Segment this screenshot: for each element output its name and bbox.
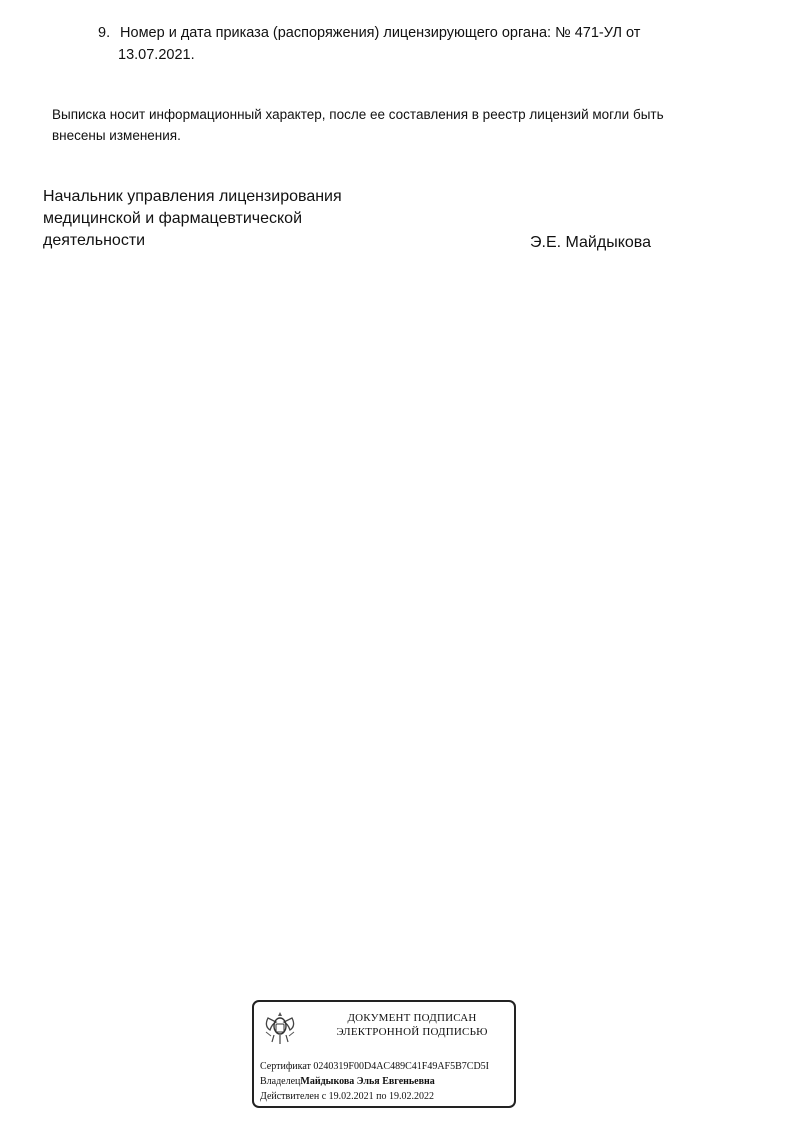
validity-line: Действителен с 19.02.2021 по 19.02.2022 (260, 1091, 434, 1102)
order-item-line1 (98, 22, 698, 44)
order-item (98, 22, 698, 66)
info-notice-line2: внесены изменения. (52, 128, 181, 143)
stamp-details (260, 1059, 489, 1104)
signer-position-line1: Начальник управления лицензирования (43, 188, 342, 205)
owner-label: Владелец (260, 1076, 301, 1087)
certificate-label: Сертификат (260, 1061, 311, 1072)
coat-of-arms-icon (262, 1008, 298, 1048)
order-item-text: Номер и дата приказа (распоряжения) лицензирующего органа: № 471-УЛ от (120, 25, 641, 41)
certificate-line (260, 1059, 489, 1074)
signer-position-line2: медицинской и фармацевтической (43, 210, 303, 227)
certificate-value: 0240319F00D4AC489C41F49AF5B7CD5I (313, 1061, 490, 1072)
owner-line (260, 1074, 489, 1089)
signer-position-line3: деятельности (43, 232, 146, 249)
order-item-date: 13.07.2021. (118, 47, 195, 63)
order-item-number: 9. (98, 25, 111, 41)
electronic-signature-stamp (252, 1000, 516, 1108)
owner-value: Майдыкова Элья Евгеньевна (300, 1076, 435, 1087)
signer-position (43, 186, 403, 252)
stamp-title-line1: ДОКУМЕНТ ПОДПИСАН (347, 1012, 477, 1024)
info-notice (52, 104, 742, 146)
signer-name: Э.Е. Майдыкова (530, 234, 651, 251)
stamp-title (314, 1011, 510, 1039)
stamp-title-line2: ЭЛЕКТРОННОЙ ПОДПИСЬЮ (336, 1026, 488, 1038)
info-notice-line1: Выписка носит информационный характер, после ее составления в реестр лицензий могли быть (52, 107, 664, 122)
